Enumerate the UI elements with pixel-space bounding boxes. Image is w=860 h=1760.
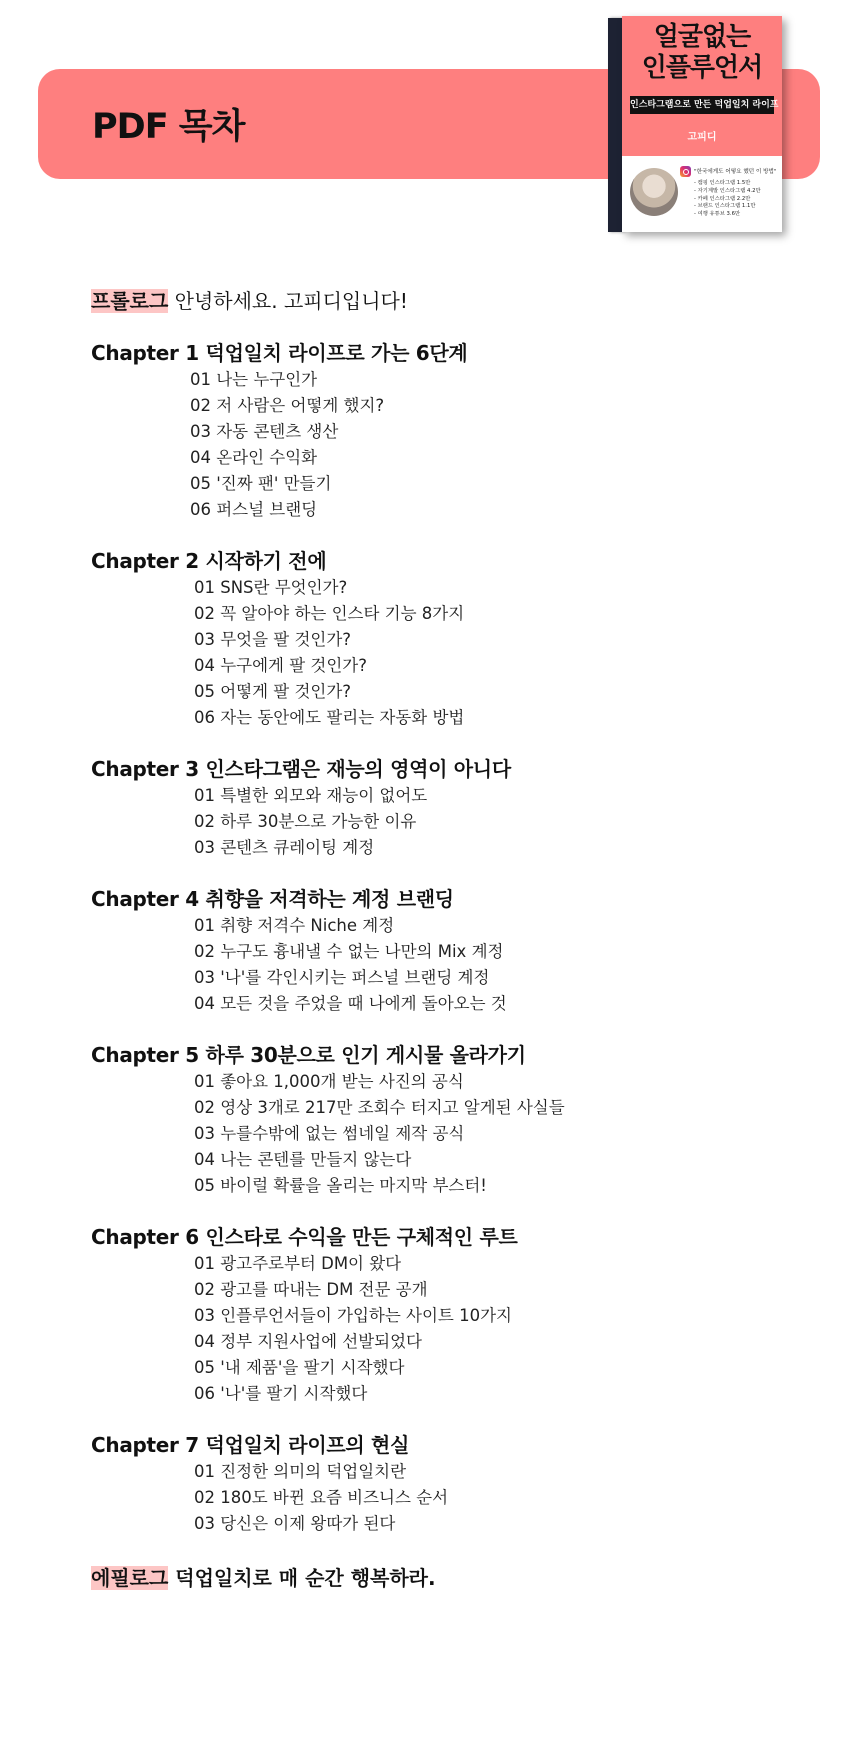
chapter-6-title: Chapter 6 인스타로 수익을 만든 구체적인 루트 [91,1225,518,1249]
chapter-2-item: 01 SNS란 무엇인가? [194,578,348,597]
chapter-6-item: 04 정부 지원사업에 선발되었다 [194,1332,422,1351]
chapter-2-item: 02 꼭 알아야 하는 인스타 기능 8가지 [194,604,465,623]
chapter-4-title: Chapter 4 취향을 저격하는 계정 브랜딩 [91,887,454,911]
book-subtitle: 인스타그램으로 만든 덕업일치 라이프 [630,96,774,114]
page-title: PDF 목차 [92,107,245,147]
prologue-line [91,285,408,314]
chapter-5-title: Chapter 5 하루 30분으로 인기 게시물 올라가기 [91,1043,526,1067]
chapter-6-item: 03 인플루언서들이 가입하는 사이트 10가지 [194,1306,512,1325]
chapter-6-item: 06 '나'를 팔기 시작했다 [194,1384,368,1403]
book-stat: - 카페 인스타그램 2.2만 [694,195,751,202]
book-stat: - 브랜드 인스타그램 1.1만 [694,203,756,210]
chapter-2-title: Chapter 2 시작하기 전에 [91,549,327,573]
prologue-text: 안녕하세요. 고피디입니다! [168,289,408,313]
chapter-2-item: 05 어떻게 팔 것인가? [194,682,352,701]
chapter-5-item: 04 나는 콘텐를 만들지 않는다 [194,1150,412,1169]
chapter-5-item: 02 영상 3개로 217만 조회수 터지고 알게된 사실들 [194,1098,565,1117]
epilogue-line [91,1562,436,1591]
chapter-1-item: 02 저 사람은 어떻게 했지? [190,396,385,415]
chapter-7-item: 01 진정한 의미의 덕업일치란 [194,1462,407,1481]
book-title [622,22,782,84]
chapter-3-item: 01 특별한 외모와 재능이 없어도 [194,786,428,805]
chapter-6-item: 01 광고주로부터 DM이 왔다 [194,1254,402,1273]
chapter-3-item: 02 하루 30분으로 가능한 이유 [194,812,417,831]
book-title-line2: 인플루언서 [641,53,763,83]
chapter-4-item: 01 취향 저격수 Niche 계정 [194,916,395,935]
epilogue-tag: 에필로그 [91,1566,169,1590]
chapter-5-item: 03 누를수밖에 없는 썸네일 제작 공식 [194,1124,465,1143]
book-title-line1: 얼굴없는 [653,22,751,52]
book-stat: - 캠핑 인스타그램 1.5만 [694,180,751,186]
chapter-4-item: 03 '나'를 각인시키는 퍼스널 브랜딩 계정 [194,968,490,987]
chapter-2-item: 03 무엇을 팔 것인가? [194,630,352,649]
book-stats [694,180,761,219]
chapter-4-item: 02 누구도 흉내낼 수 없는 나만의 Mix 계정 [194,942,504,961]
book-cover-image [608,16,788,234]
chapter-7-title: Chapter 7 덕업일치 라이프의 현실 [91,1433,410,1457]
book-author-panel [622,156,782,232]
chapter-1-item: 01 나는 누구인가 [190,370,318,389]
book-front [622,16,782,232]
chapter-1-item: 04 온라인 수익화 [190,448,318,467]
prologue-tag: 프롤로그 [91,289,169,313]
chapter-2-item: 06 자는 동안에도 팔리는 자동화 방법 [194,708,465,727]
book-stat: - 자기계발 인스타그램 4.2만 [694,187,761,194]
chapter-3-item: 03 콘텐츠 큐레이팅 계정 [194,838,375,857]
book-stat: - 여행 유튜브 3.6만 [694,211,741,218]
chapter-2-item: 04 누구에게 팔 것인가? [194,656,367,675]
book-author: 고피디 [687,132,717,143]
instagram-icon [680,166,691,177]
chapter-5-item: 05 바이럴 확률을 올리는 마지막 부스터! [194,1176,487,1195]
chapter-6-item: 02 광고를 따내는 DM 전문 공개 [194,1280,428,1299]
chapter-1-item: 03 자동 콘텐츠 생산 [190,422,339,441]
chapter-1-item: 05 '진짜 팬' 만들기 [190,474,332,493]
chapter-3-title: Chapter 3 인스타그램은 재능의 영역이 아니다 [91,757,511,781]
chapter-1-item: 06 퍼스널 브랜딩 [190,500,318,519]
chapter-6-item: 05 '내 제품'을 팔기 시작했다 [194,1358,405,1377]
chapter-1-title: Chapter 1 덕업일치 라이프로 가는 6단계 [91,341,468,365]
chapter-4-item: 04 모든 것을 주었을 때 나에게 돌아오는 것 [194,994,507,1013]
epilogue-text: 덕업일치로 매 순간 행복하라. [168,1566,436,1590]
book-quote: "한국에게도 어떻요 했던 이 방법" [694,169,777,175]
author-avatar [630,168,678,216]
chapter-7-item: 03 당신은 이제 왕따가 된다 [194,1514,396,1533]
chapter-7-item: 02 180도 바뀐 요즘 비즈니스 순서 [194,1488,449,1507]
chapter-5-item: 01 좋아요 1,000개 받는 사진의 공식 [194,1072,464,1091]
